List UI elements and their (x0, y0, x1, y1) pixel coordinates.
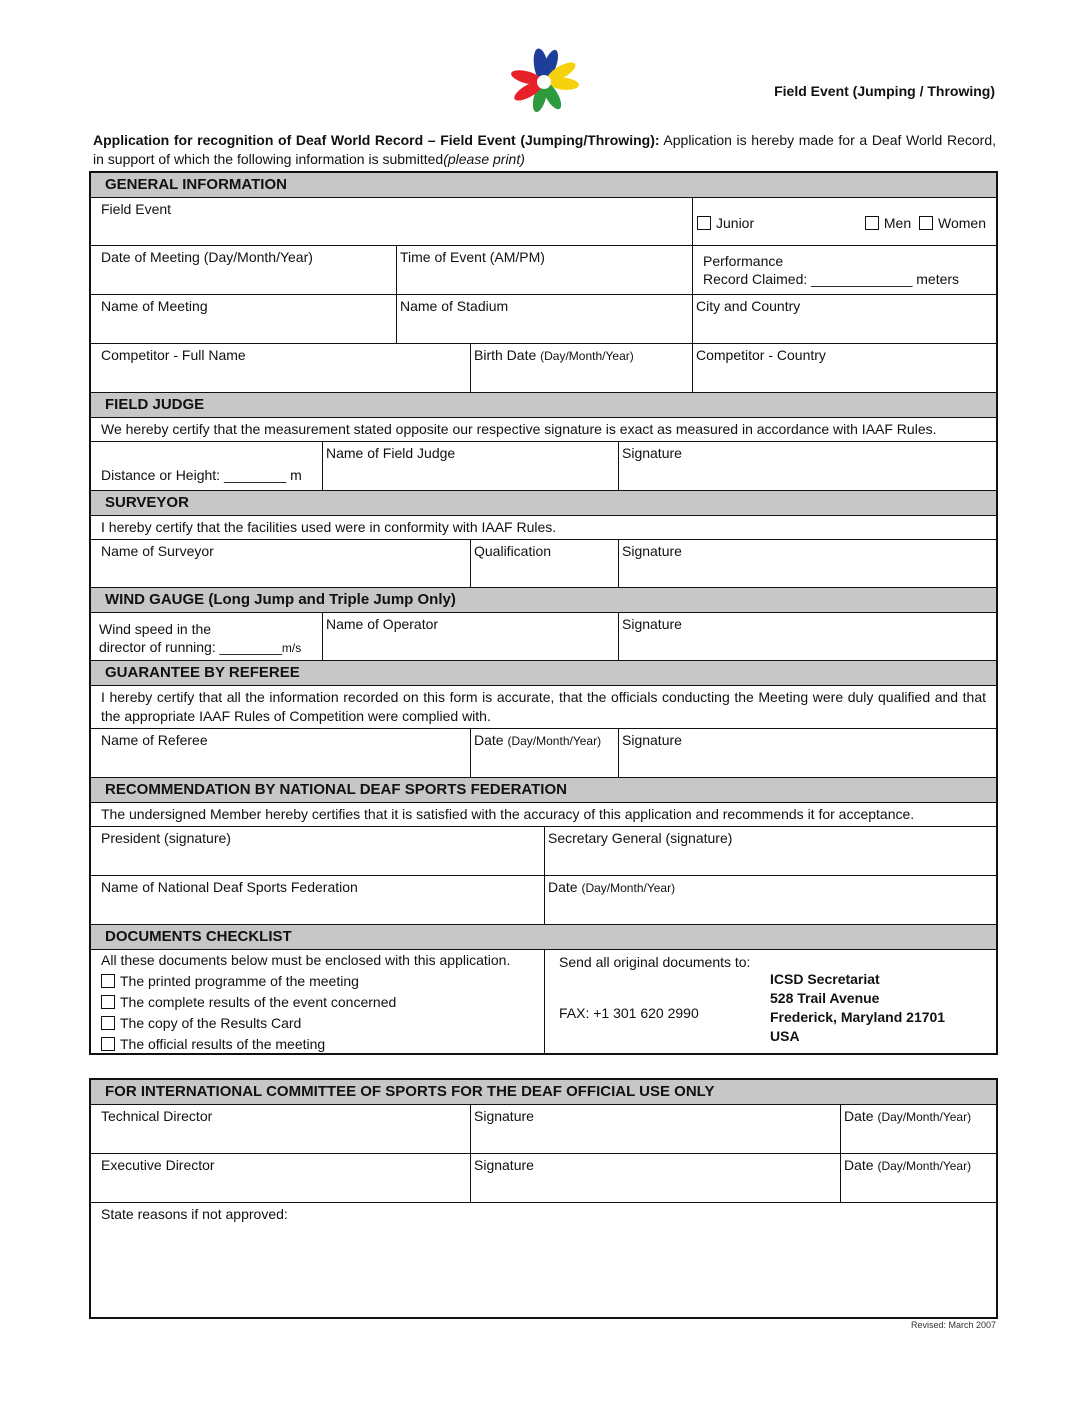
executive-date-label: Date (844, 1157, 874, 1173)
competitor-country-label: Competitor - Country (696, 347, 826, 363)
technical-signature-label: Signature (474, 1108, 534, 1124)
row-surveyor (91, 539, 996, 587)
technical-director-label: Technical Director (101, 1108, 213, 1124)
surveyor-name-label: Name of Surveyor (101, 543, 214, 559)
distance-label: Distance or Height: ________ m (101, 467, 302, 483)
checklist-item[interactable] (101, 1013, 534, 1034)
name-meeting-field[interactable] (91, 295, 396, 343)
referee-date-field[interactable] (470, 729, 618, 777)
row-referee (91, 728, 996, 777)
recommendation-statement: The undersigned Member hereby certifies that it is satisfied with the accuracy of this application and recommends it for acceptance. (91, 802, 996, 826)
wind-direction-label: director of running: ________ (99, 639, 282, 655)
row-date-time (91, 245, 996, 294)
birth-date-field[interactable] (470, 344, 692, 392)
surveyor-signature-field[interactable] (618, 540, 996, 587)
referee-signature-label: Signature (622, 732, 682, 748)
executive-signature-field[interactable] (470, 1154, 840, 1202)
section-official-use: FOR INTERNATIONAL COMMITTEE OF SPORTS FOR THE DEAF OFFICIAL USE ONLY (91, 1080, 996, 1104)
record-claimed-label: Record Claimed: _____________ meters (703, 271, 960, 287)
checklist-item-label: The complete results of the event concerned (120, 994, 397, 1010)
intro-bold: Application for recognition of Deaf World Record – Field Event (Jumping/Throwing): (93, 132, 660, 148)
referee-date-label: Date (474, 732, 504, 748)
reasons-field[interactable] (91, 1203, 996, 1317)
referee-statement: I hereby certify that all the information recorded on this form is accurate, that the officials conducting the Meeting were duly qualified and that the appropriate IAAF Rules of Competition were complied with. (91, 685, 996, 728)
send-to-label: Send all original documents to: (559, 954, 751, 970)
checklist-item[interactable] (101, 971, 534, 992)
referee-name-field[interactable] (91, 729, 470, 777)
row-checklist (91, 949, 996, 1053)
technical-date-format: (Day/Month/Year) (877, 1110, 972, 1124)
wind-signature-label: Signature (622, 616, 682, 632)
address-line: 528 Trail Avenue (770, 990, 880, 1006)
row-wind (91, 612, 996, 660)
address-line: USA (770, 1028, 800, 1044)
competitor-name-label: Competitor - Full Name (101, 347, 246, 363)
men-checkbox[interactable] (865, 216, 879, 230)
date-meeting-field[interactable] (91, 246, 396, 294)
row-president (91, 826, 996, 875)
field-judge-statement: We hereby certify that the measurement stated opposite our respective signature is exact as measured in accordance with IAAF Rules. (91, 417, 996, 441)
women-label: Women (938, 215, 986, 231)
field-event-field[interactable] (91, 198, 692, 245)
technical-date-field[interactable] (840, 1105, 996, 1153)
section-checklist: DOCUMENTS CHECKLIST (91, 924, 996, 949)
field-judge-name-field[interactable] (322, 442, 618, 490)
section-surveyor: SURVEYOR (91, 490, 996, 515)
row-competitor (91, 343, 996, 392)
row-meeting (91, 294, 996, 343)
referee-signature-field[interactable] (618, 729, 996, 777)
technical-date-label: Date (844, 1108, 874, 1124)
row-federation (91, 875, 996, 924)
executive-date-field[interactable] (840, 1154, 996, 1202)
send-to-cell (544, 950, 996, 1053)
birth-date-label: Birth Date (474, 347, 537, 363)
section-referee: GUARANTEE BY REFEREE (91, 660, 996, 685)
executive-director-field[interactable] (91, 1154, 470, 1202)
row-field-event (91, 197, 996, 245)
checklist-item-label: The copy of the Results Card (120, 1015, 302, 1031)
qualification-label: Qualification (474, 543, 552, 559)
competitor-name-field[interactable] (91, 344, 470, 392)
fax-number: FAX: +1 301 620 2990 (559, 1005, 699, 1021)
federation-date-label: Date (548, 879, 578, 895)
checklist-item[interactable] (101, 992, 534, 1013)
president-label: President (signature) (101, 830, 231, 846)
document-type: Field Event (Jumping / Throwing) (774, 83, 995, 99)
performance-field[interactable] (692, 246, 996, 294)
federation-field[interactable] (91, 876, 544, 924)
surveyor-signature-label: Signature (622, 543, 682, 559)
qualification-field[interactable] (470, 540, 618, 587)
section-recommendation: RECOMMENDATION BY NATIONAL DEAF SPORTS FEDERATION (91, 777, 996, 802)
referee-name-label: Name of Referee (101, 732, 208, 748)
federation-date-field[interactable] (544, 876, 996, 924)
technical-director-field[interactable] (91, 1105, 470, 1153)
executive-director-label: Executive Director (101, 1157, 215, 1173)
checklist-checkbox[interactable] (101, 1016, 115, 1030)
executive-signature-label: Signature (474, 1157, 534, 1173)
section-general: GENERAL INFORMATION (91, 173, 996, 197)
row-field-judge (91, 441, 996, 490)
checklist-item-label: The printed programme of the meeting (120, 973, 359, 989)
technical-signature-field[interactable] (470, 1105, 840, 1153)
category-cell (692, 198, 996, 245)
surveyor-statement: I hereby certify that the facilities used were in conformity with IAAF Rules. (91, 515, 996, 539)
wind-unit: m/s (281, 641, 302, 655)
surveyor-name-field[interactable] (91, 540, 470, 587)
checklist-checkbox[interactable] (101, 974, 115, 988)
city-country-field[interactable] (692, 295, 996, 343)
wind-signature-field[interactable] (618, 613, 996, 660)
wind-speed-field[interactable] (91, 613, 322, 660)
secretary-field[interactable] (544, 827, 996, 875)
field-event-label: Field Event (101, 201, 172, 217)
field-judge-name-label: Name of Field Judge (326, 445, 456, 461)
name-stadium-field[interactable] (396, 295, 692, 343)
main-form (89, 171, 998, 1055)
address-line: ICSD Secretariat (770, 971, 880, 987)
referee-date-format: (Day/Month/Year) (507, 734, 602, 748)
checklist-checkbox[interactable] (101, 995, 115, 1009)
name-stadium-label: Name of Stadium (400, 298, 509, 314)
operator-name-label: Name of Operator (326, 616, 439, 632)
operator-name-field[interactable] (322, 613, 618, 660)
reasons-label: State reasons if not approved: (101, 1206, 288, 1222)
address-line: Frederick, Maryland 21701 (770, 1009, 946, 1025)
date-meeting-label: Date of Meeting (Day/Month/Year) (101, 249, 313, 265)
city-country-label: City and Country (696, 298, 801, 314)
section-wind-gauge: WIND GAUGE (Long Jump and Triple Jump Only) (91, 587, 996, 612)
checklist-item-label: The official results of the meeting (120, 1036, 326, 1052)
junior-label: Junior (716, 215, 755, 231)
icsd-address (770, 970, 945, 1046)
federation-label: Name of National Deaf Sports Federation (101, 879, 358, 895)
secretary-label: Secretary General (signature) (548, 830, 733, 846)
icsd-logo (508, 46, 580, 112)
field-judge-signature-label: Signature (622, 445, 682, 461)
checklist-item[interactable] (101, 1034, 534, 1055)
row-reasons (91, 1202, 996, 1317)
revised-date: Revised: March 2007 (910, 1320, 996, 1330)
birth-date-format: (Day/Month/Year) (540, 349, 634, 363)
women-checkbox[interactable] (919, 216, 933, 230)
federation-date-format: (Day/Month/Year) (581, 881, 676, 895)
row-technical (91, 1104, 996, 1153)
row-executive (91, 1153, 996, 1202)
president-field[interactable] (91, 827, 544, 875)
intro-text: Application is hereby made for a Deaf World Record, in support of which the following information is submitted (93, 132, 997, 167)
junior-checkbox[interactable] (697, 216, 711, 230)
official-use-form (89, 1078, 998, 1319)
checklist-checkbox[interactable] (101, 1037, 115, 1051)
time-event-label: Time of Event (AM/PM) (400, 249, 545, 265)
checklist-cell (91, 950, 544, 1053)
section-field-judge: FIELD JUDGE (91, 392, 996, 417)
intro-paragraph (93, 131, 996, 169)
wind-speed-label: Wind speed in the (99, 621, 212, 637)
performance-label: Performance (703, 253, 784, 269)
checklist-intro: All these documents below must be enclosed with this application. (101, 952, 511, 968)
name-meeting-label: Name of Meeting (101, 298, 208, 314)
time-event-field[interactable] (396, 246, 692, 294)
executive-date-format: (Day/Month/Year) (877, 1159, 972, 1173)
competitor-country-field[interactable] (692, 344, 996, 392)
field-judge-signature-field[interactable] (618, 442, 996, 490)
distance-field[interactable] (91, 442, 322, 490)
intro-italic: (please print) (443, 151, 525, 167)
men-label: Men (883, 215, 912, 231)
